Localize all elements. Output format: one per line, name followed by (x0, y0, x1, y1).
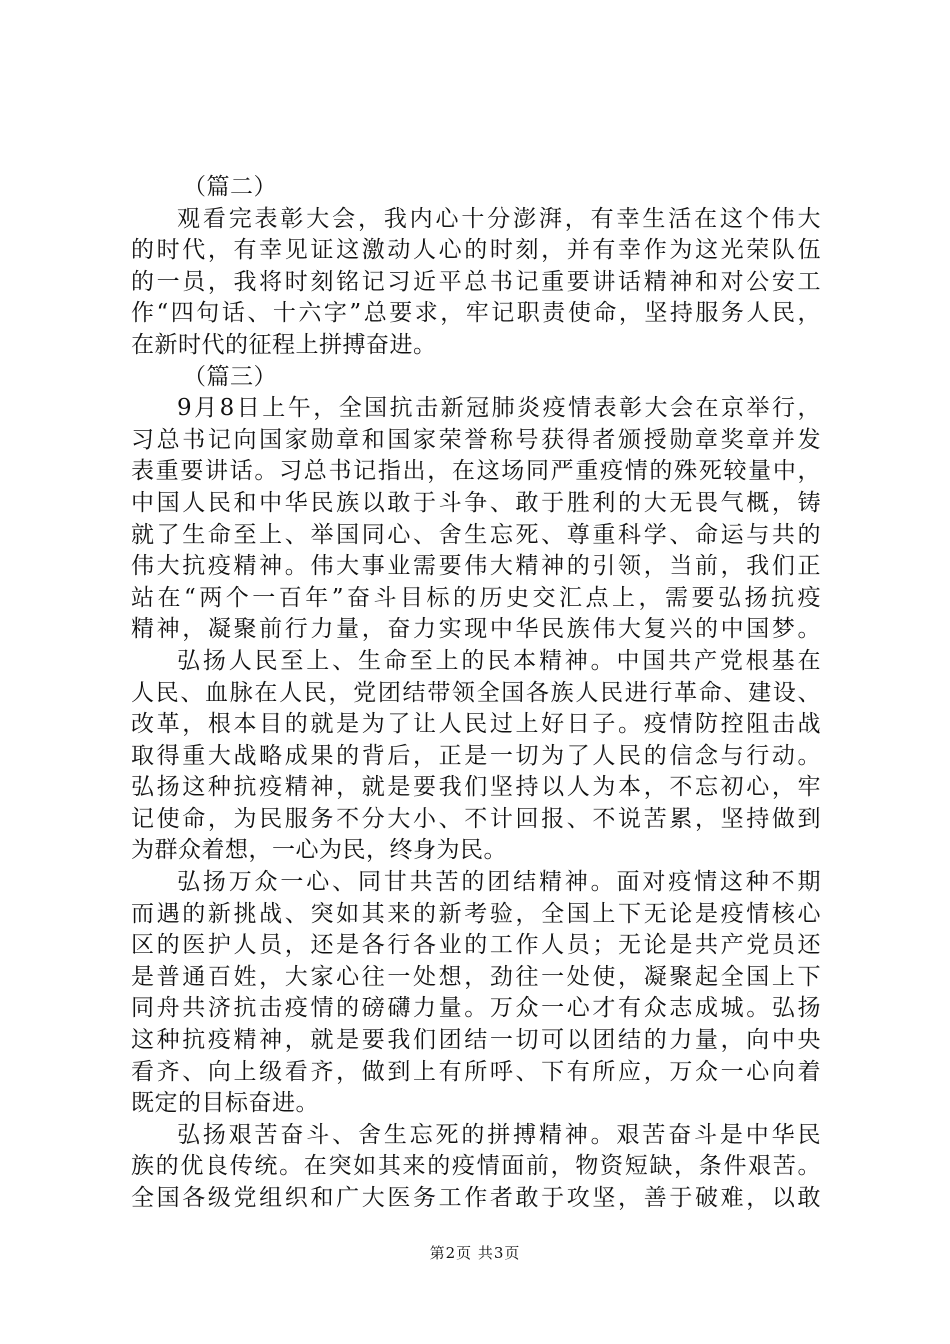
text-line: （篇二） (183, 174, 277, 200)
text-line: 区的医护人员，还是各行各业的工作人员；无论是共产党员还 (131, 932, 821, 959)
text-line: 精神，凝聚前行力量，奋力实现中华民族伟大复兴的中国梦。 (131, 616, 821, 643)
text-line: 作“四句话、十六字”总要求，牢记职责使命，坚持服务人民， (131, 300, 821, 327)
text-line: 族的优良传统。在突如其来的疫情面前，物资短缺，条件艰苦。 (131, 1153, 821, 1180)
text-line: 表重要讲话。习总书记指出，在这场同严重疫情的殊死较量中， (131, 458, 821, 485)
text-line: 弘扬这种抗疫精神，就是要我们坚持以人为本，不忘初心，牢 (131, 774, 821, 801)
text-line: 习总书记向国家勋章和国家荣誉称号获得者颁授勋章奖章并发 (131, 426, 821, 453)
text-line: 既定的目标奋进。 (131, 1090, 319, 1117)
text-line: 中国人民和中华民族以敢于斗争、敢于胜利的大无畏气概，铸 (131, 489, 821, 516)
text-line: （篇三） (183, 363, 277, 390)
text-line: 站在“两个一百年”奋斗目标的历史交汇点上，需要弘扬抗疫 (131, 584, 821, 611)
text-line: 的时代，有幸见证这激动人心的时刻，并有幸作为这光荣队伍 (131, 237, 821, 264)
text-line: 看齐、向上级看齐，做到上有所呼、下有所应，万众一心向着 (131, 1058, 821, 1085)
text-line: 取得重大战略成果的背后，正是一切为了人民的信念与行动。 (131, 742, 821, 769)
page-number-footer: 第2页 共3页 (429, 1244, 521, 1262)
text-line: 同舟共济抗击疫情的磅礴力量。万众一心才有众志成城。弘扬 (131, 995, 821, 1022)
text-line: 记使命，为民服务不分大小、不计回报、不说苦累，坚持做到 (131, 805, 821, 832)
text-line: 的一员，我将时刻铭记习近平总书记重要讲话精神和对公安工 (131, 268, 821, 295)
document-body (131, 172, 821, 1215)
text-line: 弘扬万众一心、同甘共苦的团结精神。面对疫情这种不期 (177, 869, 821, 896)
text-line: 在新时代的征程上拼搏奋进。 (131, 331, 437, 358)
text-line: 全国各级党组织和广大医务工作者敢于攻坚，善于破难，以敢 (131, 1185, 821, 1211)
text-line: 是普通百姓，大家心往一处想，劲往一处使，凝聚起全国上下 (131, 963, 821, 990)
text-line: 而遇的新挑战、突如其来的新考验，全国上下无论是疫情核心 (131, 900, 821, 927)
text-line: 9月8日上午，全国抗击新冠肺炎疫情表彰大会在京举行， (177, 395, 821, 422)
text-line: 就了生命至上、举国同心、舍生忘死、尊重科学、命运与共的 (131, 521, 821, 548)
text-line: 改革，根本目的就是为了让人民过上好日子。疫情防控阻击战 (131, 711, 821, 738)
text-line: 为群众着想，一心为民，终身为民。 (131, 837, 507, 864)
text-line: 伟大抗疫精神。伟大事业需要伟大精神的引领，当前，我们正 (131, 553, 821, 580)
text-line: 这种抗疫精神，就是要我们团结一切可以团结的力量，向中央 (131, 1027, 821, 1054)
text-line: 弘扬人民至上、生命至上的民本精神。中国共产党根基在 (177, 647, 821, 674)
text-line: 弘扬艰苦奋斗、舍生忘死的拼搏精神。艰苦奋斗是中华民 (177, 1121, 821, 1148)
text-line: 人民、血脉在人民，党团结带领全国各族人民进行革命、建设、 (131, 679, 821, 706)
text-line: 观看完表彰大会，我内心十分澎湃，有幸生活在这个伟大 (177, 205, 821, 232)
